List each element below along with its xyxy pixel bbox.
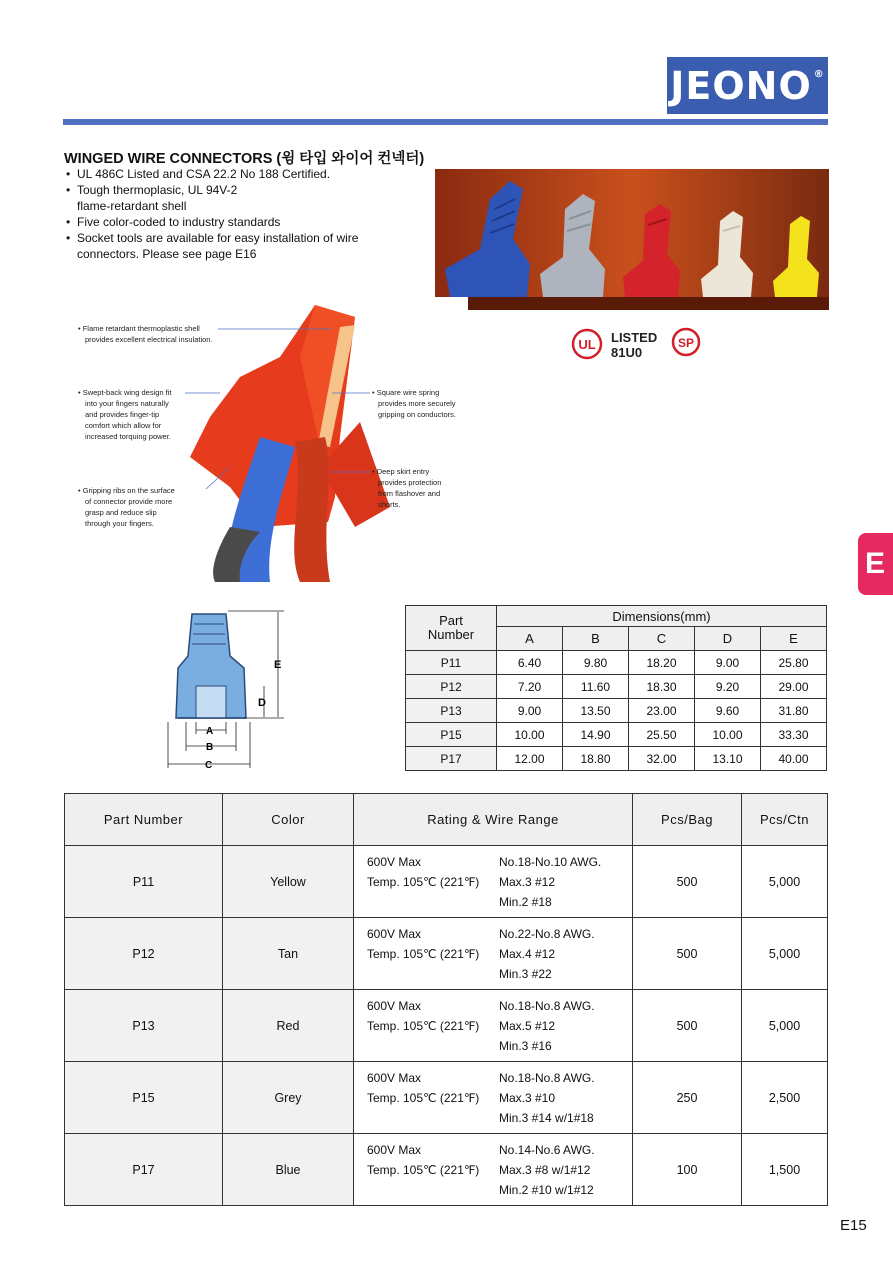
value-cell: 32.00	[629, 747, 695, 771]
feature-item: • Five color-coded to industry standards	[66, 214, 358, 230]
pcs-ctn-cell: 5,000	[742, 846, 828, 918]
table-row	[406, 651, 827, 675]
temperature: Temp. 105℃ (221℉)	[367, 1018, 480, 1033]
rating-cell	[354, 990, 633, 1062]
wire-min: Min.2 #10 w/1#12	[499, 1182, 594, 1197]
voltage: 600V Max	[367, 854, 422, 869]
part-cell: P17	[65, 1134, 223, 1206]
value-cell: 10.00	[695, 723, 761, 747]
table-row	[406, 699, 827, 723]
table-row	[406, 723, 827, 747]
part-cell: P13	[65, 990, 223, 1062]
pcs-ctn-cell: 5,000	[742, 918, 828, 990]
part-cell: P11	[65, 846, 223, 918]
part-cell: P15	[65, 1062, 223, 1134]
pcs-bag-cell: 250	[633, 1062, 742, 1134]
wire-min: Min.3 #16	[499, 1038, 552, 1053]
rating-cell	[354, 1062, 633, 1134]
table-row	[406, 747, 827, 771]
brand-logo	[667, 57, 828, 114]
part-cell: P12	[406, 675, 497, 699]
header-part-number: Part Number	[65, 794, 223, 846]
table-row	[65, 1062, 828, 1134]
feature-item: • UL 486C Listed and CSA 22.2 No 188 Certified.	[66, 166, 358, 182]
rating-cell	[354, 918, 633, 990]
wire-range: No.18-No.8 AWG.	[499, 998, 595, 1013]
value-cell: 9.00	[497, 699, 563, 723]
label-c: C	[205, 760, 213, 771]
temperature: Temp. 105℃ (221℉)	[367, 874, 480, 889]
listed-text: LISTED	[611, 330, 658, 345]
value-cell: 13.10	[695, 747, 761, 771]
color-cell: Tan	[223, 918, 354, 990]
value-cell: 7.20	[497, 675, 563, 699]
specification-table	[64, 793, 828, 1206]
value-cell: 29.00	[761, 675, 827, 699]
temperature: Temp. 105℃ (221℉)	[367, 1090, 480, 1105]
rating-cell	[354, 846, 633, 918]
value-cell: 31.80	[761, 699, 827, 723]
label-d: D	[258, 697, 266, 709]
wire-range: No.18-No.10 AWG.	[499, 854, 602, 869]
voltage: 600V Max	[367, 1070, 422, 1085]
value-cell: 18.80	[563, 747, 629, 771]
value-cell: 9.20	[695, 675, 761, 699]
temperature: Temp. 105℃ (221℉)	[367, 946, 480, 961]
col-header: B	[563, 627, 629, 651]
value-cell: 25.80	[761, 651, 827, 675]
header-rule	[63, 119, 828, 125]
csa-mark	[673, 329, 699, 355]
wire-max: Max.3 #10	[499, 1090, 556, 1105]
table-row	[65, 918, 828, 990]
feature-item-continued: connectors. Please see page E16	[77, 247, 257, 261]
pcs-bag-cell: 500	[633, 990, 742, 1062]
value-cell: 9.80	[563, 651, 629, 675]
pcs-ctn-cell: 1,500	[742, 1134, 828, 1206]
listed-code: 81U0	[611, 345, 643, 360]
callout-spring: • Square wire spring provides more securely gripping on conductors.	[372, 388, 456, 419]
wire-max: Max.5 #12	[499, 1018, 556, 1033]
connector-feature-diagram	[70, 297, 468, 587]
callout-wing: • Swept-back wing design fit into your fingers naturally and provides finger-tip comfort which allow for increased torquing power.	[78, 388, 172, 441]
header-line: Part	[439, 613, 463, 628]
pcs-bag-cell: 500	[633, 846, 742, 918]
col-header: C	[629, 627, 695, 651]
value-cell: 12.00	[497, 747, 563, 771]
callout-shell: • Flame retardant thermoplastic shell provides excellent electrical insulation.	[78, 324, 213, 344]
value-cell: 11.60	[563, 675, 629, 699]
wire-min: Min.3 #22	[499, 966, 552, 981]
color-cell: Grey	[223, 1062, 354, 1134]
wire-min: Min.2 #18	[499, 894, 552, 909]
dimensions-table	[405, 605, 827, 771]
value-cell: 13.50	[563, 699, 629, 723]
table-row	[65, 846, 828, 918]
value-cell: 40.00	[761, 747, 827, 771]
wire-min: Min.3 #14 w/1#18	[499, 1110, 594, 1125]
value-cell: 25.50	[629, 723, 695, 747]
color-cell: Red	[223, 990, 354, 1062]
wire-max: Max.3 #8 w/1#12	[499, 1162, 591, 1177]
value-cell: 9.60	[695, 699, 761, 723]
part-number-header	[406, 606, 497, 651]
table-row	[406, 675, 827, 699]
callout-ribs: • Gripping ribs on the surface of connector provide more grasp and reduce slip through your fingers.	[78, 486, 175, 528]
col-header: E	[761, 627, 827, 651]
color-cell: Blue	[223, 1134, 354, 1206]
wire-max: Max.4 #12	[499, 946, 556, 961]
header-color: Color	[223, 794, 354, 846]
part-cell: P17	[406, 747, 497, 771]
product-title: WINGED WIRE CONNECTORS (윙 타입 와이어 컨넥터)	[64, 151, 425, 167]
feature-list	[66, 166, 358, 262]
part-cell: P15	[406, 723, 497, 747]
pcs-bag-cell: 500	[633, 918, 742, 990]
table-row	[65, 1134, 828, 1206]
certification-marks	[571, 326, 711, 362]
wire-max: Max.3 #12	[499, 874, 556, 889]
value-cell: 14.90	[563, 723, 629, 747]
product-photo	[435, 169, 829, 310]
header-rating: Rating & Wire Range	[354, 794, 633, 846]
value-cell: 6.40	[497, 651, 563, 675]
wire-range: No.22-No.8 AWG.	[499, 926, 595, 941]
connector-outline	[176, 614, 246, 718]
label-a: A	[206, 726, 214, 737]
voltage: 600V Max	[367, 926, 422, 941]
table-row	[65, 990, 828, 1062]
wire-range: No.14-No.6 AWG.	[499, 1142, 595, 1157]
pcs-ctn-cell: 5,000	[742, 990, 828, 1062]
wire-range: No.18-No.8 AWG.	[499, 1070, 595, 1085]
brand-name: JEONO	[670, 63, 812, 108]
header-pcs-ctn: Pcs/Ctn	[742, 794, 828, 846]
ul-text: UL	[578, 337, 596, 352]
ul-listed-mark	[573, 330, 657, 360]
col-header: A	[497, 627, 563, 651]
csa-text: SP	[677, 336, 695, 350]
feature-item: • Socket tools are available for easy installation of wire	[66, 230, 358, 246]
pcs-ctn-cell: 2,500	[742, 1062, 828, 1134]
label-e: E	[274, 659, 282, 671]
dimension-figure	[156, 606, 290, 772]
header-pcs-bag: Pcs/Bag	[633, 794, 742, 846]
temperature: Temp. 105℃ (221℉)	[367, 1162, 480, 1177]
part-cell: P13	[406, 699, 497, 723]
value-cell: 10.00	[497, 723, 563, 747]
value-cell: 23.00	[629, 699, 695, 723]
part-cell: P11	[406, 651, 497, 675]
callout-skirt: • Deep skirt entry provides protection from flashover and shorts.	[372, 467, 442, 509]
value-cell: 9.00	[695, 651, 761, 675]
color-cell: Yellow	[223, 846, 354, 918]
feature-item: • Tough thermoplasic, UL 94V-2	[66, 182, 358, 198]
part-cell: P12	[65, 918, 223, 990]
value-cell: 18.30	[629, 675, 695, 699]
voltage: 600V Max	[367, 1142, 422, 1157]
dimensions-header: Dimensions(mm)	[497, 606, 827, 627]
label-b: B	[206, 742, 214, 753]
col-header: D	[695, 627, 761, 651]
pcs-bag-cell: 100	[633, 1134, 742, 1206]
voltage: 600V Max	[367, 998, 422, 1013]
page-number: E15	[840, 1217, 867, 1234]
value-cell: 18.20	[629, 651, 695, 675]
value-cell: 33.30	[761, 723, 827, 747]
feature-item-continued: flame-retardant shell	[77, 199, 187, 213]
section-tab: E	[858, 533, 893, 595]
header-line: Number	[427, 627, 475, 642]
registered-mark: ®	[813, 69, 825, 80]
rating-cell	[354, 1134, 633, 1206]
